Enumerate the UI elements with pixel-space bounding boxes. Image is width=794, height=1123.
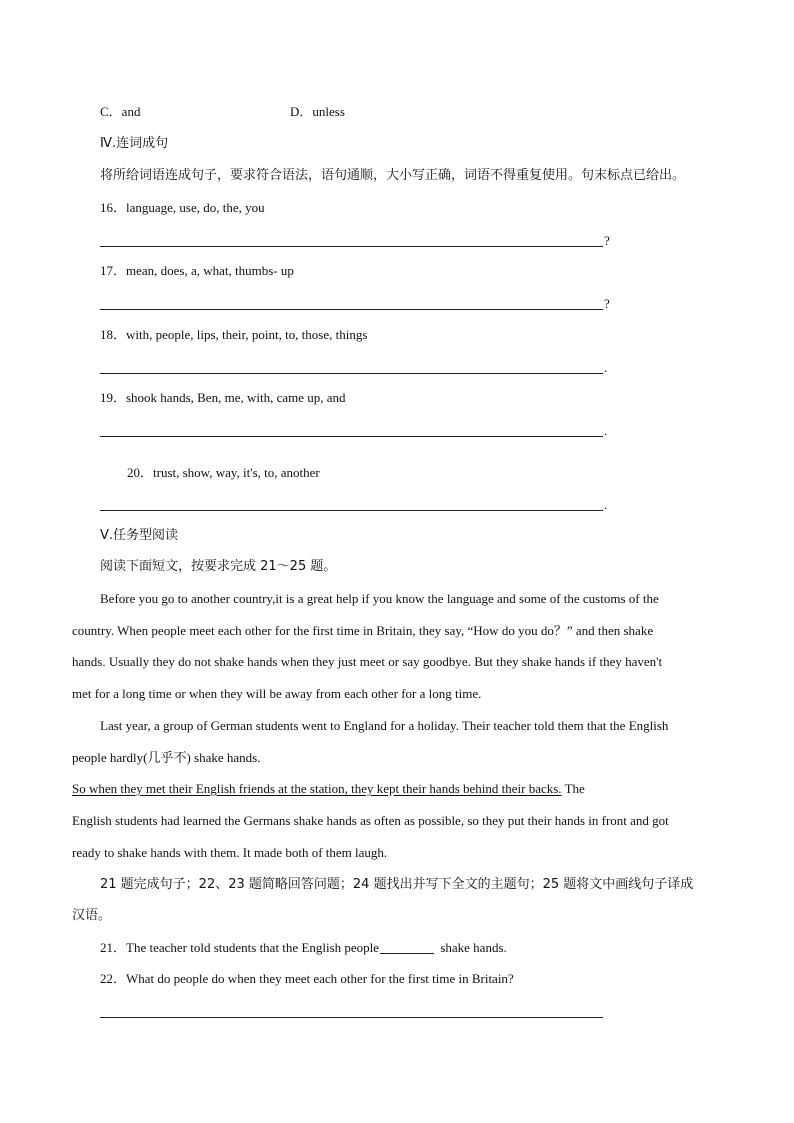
item-20: 20．trust, show, way, it's, to, another [127,465,320,480]
passage-p1-line1: Before you go to another country,it is a great help if you know the language and some of the customs of the [100,591,659,606]
end-punct-18: . [604,360,608,375]
option-c: C．and [100,104,141,119]
passage-p3-line2: English students had learned the Germans shake hands as often as possible, so they put their hands in front and got [72,813,669,828]
answer-line-20[interactable] [100,510,603,511]
end-punct-20: . [604,497,608,512]
passage-p2-line2: people hardly(几乎不) shake hands. [72,750,261,765]
section-4-title: Ⅳ.连词成句 [100,136,169,151]
question-21-before: 21．The teacher told students that the English people [100,940,380,955]
passage-p1-line2: country. When people meet each other for the first time in Britain, they say, “How do you do？” and then shake [72,623,654,638]
section-5-instruction: 阅读下面短文，按要求完成 21～25 题。 [100,559,337,574]
item-18: 18．with, people, lips, their, point, to, those, things [100,327,368,342]
passage-p3-tail: The [561,781,585,796]
passage-p3-line1 [72,780,722,798]
answer-line-16[interactable] [100,246,603,247]
task-instruction-line2: 汉语。 [72,908,112,923]
question-22: 22．What do people do when they meet each other for the first time in Britain? [100,971,514,986]
answer-line-19[interactable] [100,436,603,437]
section-5-title: Ⅴ.任务型阅读 [100,528,179,543]
item-16: 16．language, use, do, the, you [100,200,265,215]
answer-line-18[interactable] [100,373,603,374]
answer-line-17[interactable] [100,309,603,310]
passage-p1-line4: met for a long time or when they will be away from each other for a long time. [72,686,482,701]
task-instruction-line1: 21 题完成句子；22、23 题简略回答问题；24 题找出并写下全文的主题句；25 题将文中画线句子译成 [100,877,694,892]
answer-line-22[interactable] [100,1017,603,1018]
end-punct-19: . [604,423,608,438]
item-19: 19．shook hands, Ben, me, with, came up, and [100,390,346,405]
passage-p3-line3: ready to shake hands with them. It made both of them laugh. [72,845,388,860]
question-21-blank[interactable] [380,941,434,954]
option-d: D．unless [290,104,345,119]
end-punct-16: ? [604,233,610,248]
passage-p1-line3: hands. Usually they do not shake hands when they just meet or say goodbye. But they shake hands if they haven't [72,654,663,669]
item-17: 17．mean, does, a, what, thumbs- up [100,263,294,278]
end-punct-17: ? [604,296,610,311]
section-4-instruction: 将所给词语连成句子，要求符合语法，语句通顺，大小写正确，词语不得重复使用。句末标点已给出。 [100,168,686,183]
underlined-sentence: So when they met their English friends at the station, they kept their hands behind their backs. [72,781,562,796]
question-21 [100,939,507,957]
passage-p2-line1: Last year, a group of German students went to England for a holiday. Their teacher told them that the English [100,718,669,733]
question-21-after: shake hands. [437,940,507,955]
